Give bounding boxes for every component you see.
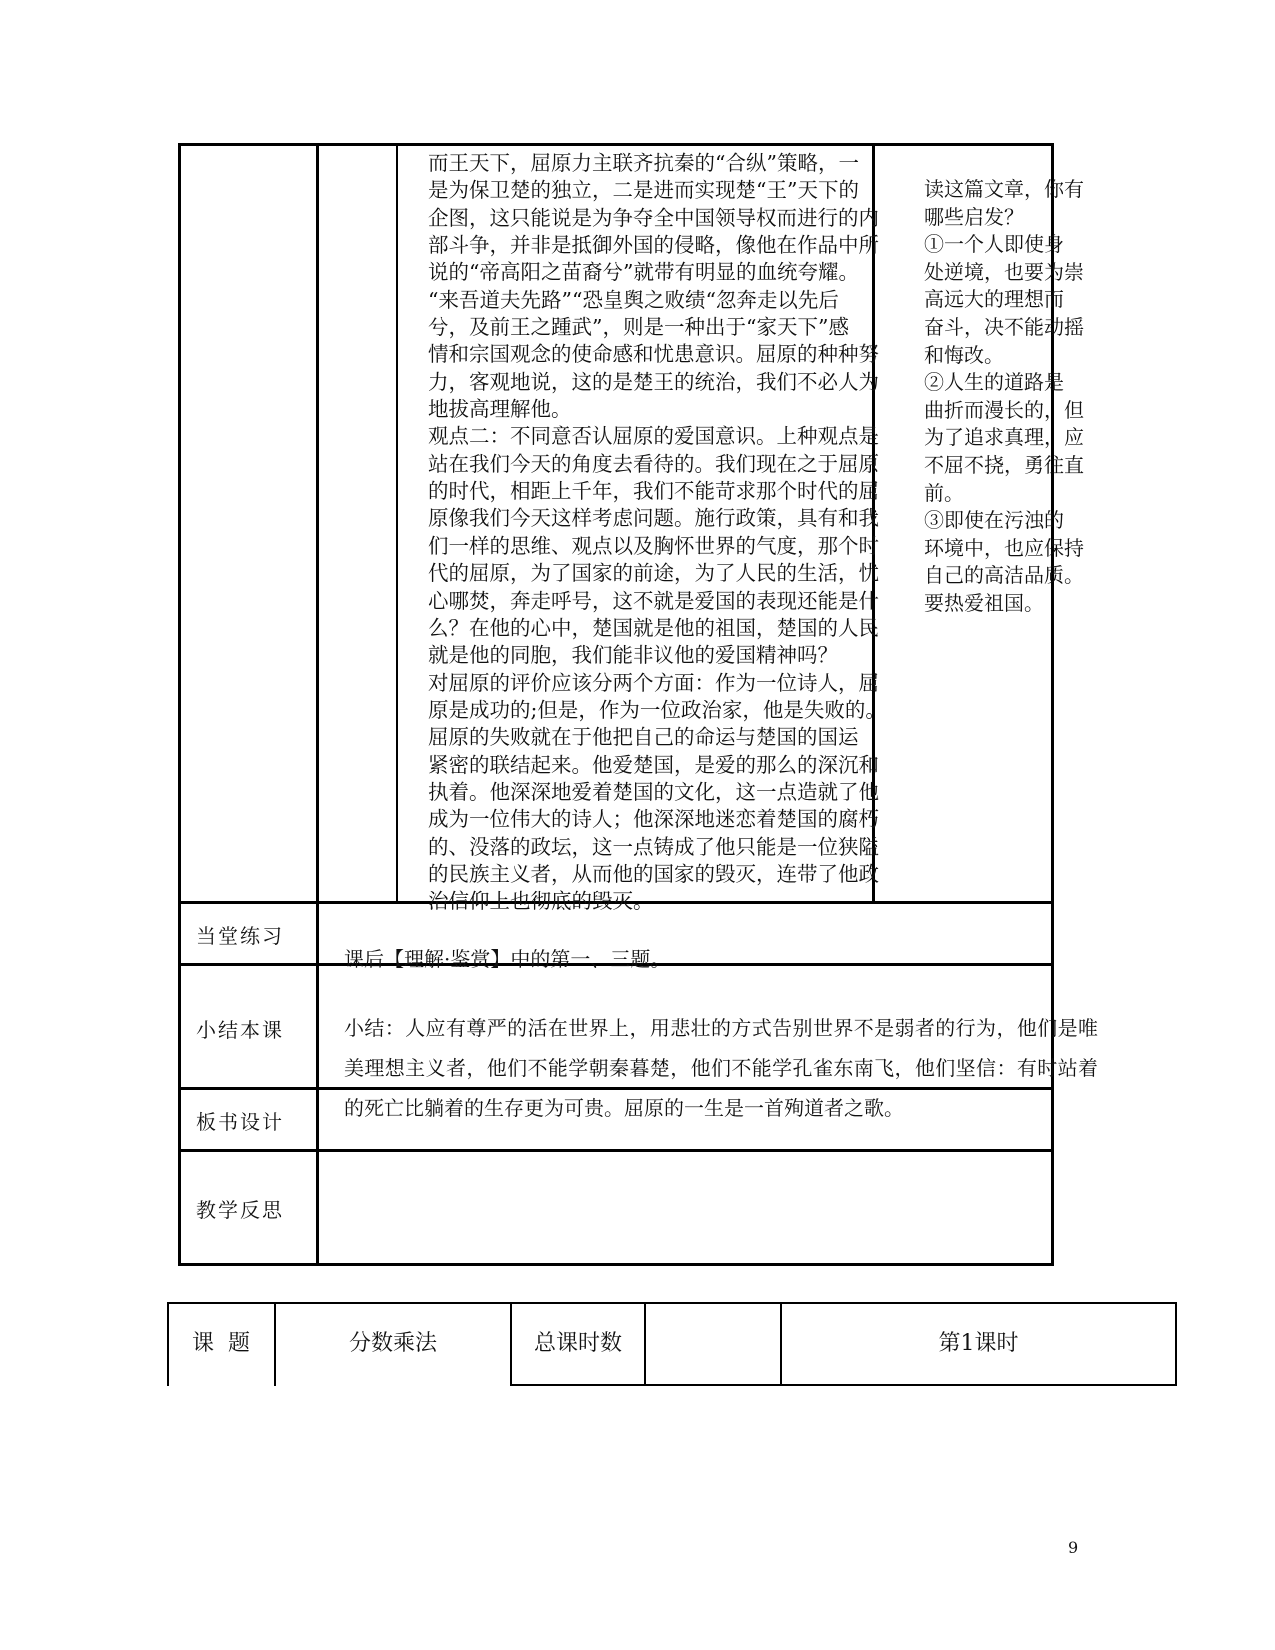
summary-text: 小结：人应有尊严的活在世界上，用悲壮的方式告别世界不是弱者的行为，他们是唯美理想主义者，他们不能学朝秦暮楚，他们不能学孔雀东南飞，他们坚信：有时站着的死亡比躺着的生存更为可贵。屈原的一生是一首殉道者之歌。 bbox=[344, 1016, 1098, 1120]
side-notes: 读这篇文章，你有 哪些启发？ ①一个人即使身 处逆境，也要为崇 高远大的理想而 奋斗，决不能动摇 和悔改。 ②人生的道路是 曲折而漫长的，但 为了追求真理，应 不屈不挠，勇往直 前。 ③即使在污浊的 环境中，也应保持 自己的高洁品质。 要热爱祖国。 bbox=[924, 177, 1084, 615]
practice-label: 当堂练习 bbox=[196, 924, 284, 948]
lower-table-right-border bbox=[1175, 1302, 1177, 1386]
lower-table-left-border bbox=[167, 1302, 169, 1386]
practice-text: 课后【理解·鉴赏】中的第一、三题。 bbox=[344, 947, 671, 971]
teaching-reflection-label: 教学反思 bbox=[196, 1198, 284, 1222]
topic-label: 课 题 bbox=[192, 1331, 250, 1356]
inner-column-divider bbox=[396, 143, 398, 903]
summary-label: 小结本课 bbox=[196, 1018, 284, 1042]
lower-table-top-border bbox=[167, 1302, 1177, 1304]
lesson-number-label: 第1课时 bbox=[938, 1331, 1019, 1356]
topic-value: 分数乘法 bbox=[348, 1331, 437, 1356]
page-number: 9 bbox=[1068, 1538, 1079, 1557]
lower-table-divider-3 bbox=[644, 1302, 646, 1386]
upper-table-left-border bbox=[178, 143, 181, 1266]
total-hours-label: 总课时数 bbox=[533, 1331, 622, 1356]
upper-table-bottom-border bbox=[178, 1263, 1054, 1266]
board-design-label: 板书设计 bbox=[196, 1110, 284, 1134]
upper-table-top-border bbox=[178, 143, 1054, 146]
lower-table-bottom-border bbox=[510, 1384, 1177, 1386]
label-column-divider bbox=[316, 143, 319, 1266]
content-paragraphs: 而王天下，屈原力主联齐抗秦的“合纵”策略，一 是为保卫楚的独立，二是进而实现楚“王”天下的 企图，这只能说是为争夺全中国领导权而进行的内 部斗争，并非是抵御外国的侵略，像他在作品中所 说的“帝高阳之苗裔兮”就带有明显的血统夸耀。 “来吾道夫先路”“恐皇舆之败绩“忽奔走以先后 兮，及前王之踵武”，则是一种出于“家天下”感 情和宗国观念的使命感和忧患意识。屈原的种种努 力，客观地说，这的是楚王的统治，我们不必人为 地拔高理解他。 观点二：不同意否认屈原的爱国意识。上种观点是 站在我们今天的角度去看待的。我们现在之于屈原 的时代，相距上千年，我们不能苛求那个时代的屈 原像我们今天这样考虑问题。施行政策，具有和我 们一样的思维、观点以及胸怀世界的气度，那个时 代的屈原，为了国家的前途，为了人民的生活，忧 心哪焚，奔走呼号，这不就是爱国的表现还能是什 么？在他的心中，楚国就是他的祖国，楚国的人民 就是他的同胞，我们能非议他的爱国精神吗？ 对屈原的评价应该分两个方面：作为一位诗人，屈 原是成功的;但是，作为一位政治家，他是失败的。 屈原的失败就在于他把自己的命运与楚国的国运 紧密的联结起来。他爱楚国，是爱的那么的深沉和 执着。他深深地爱着楚国的文化，这一点造就了他 成为一位伟大的诗人；他深深地迷恋着楚国的腐朽 的、没落的政坛，这一点铸成了他只能是一位狭隘 的民族主义者，从而他的国家的毁灭，连带了他政 治信仰上也彻底的毁灭。 bbox=[428, 151, 886, 914]
row-divider-4 bbox=[178, 1149, 1054, 1152]
